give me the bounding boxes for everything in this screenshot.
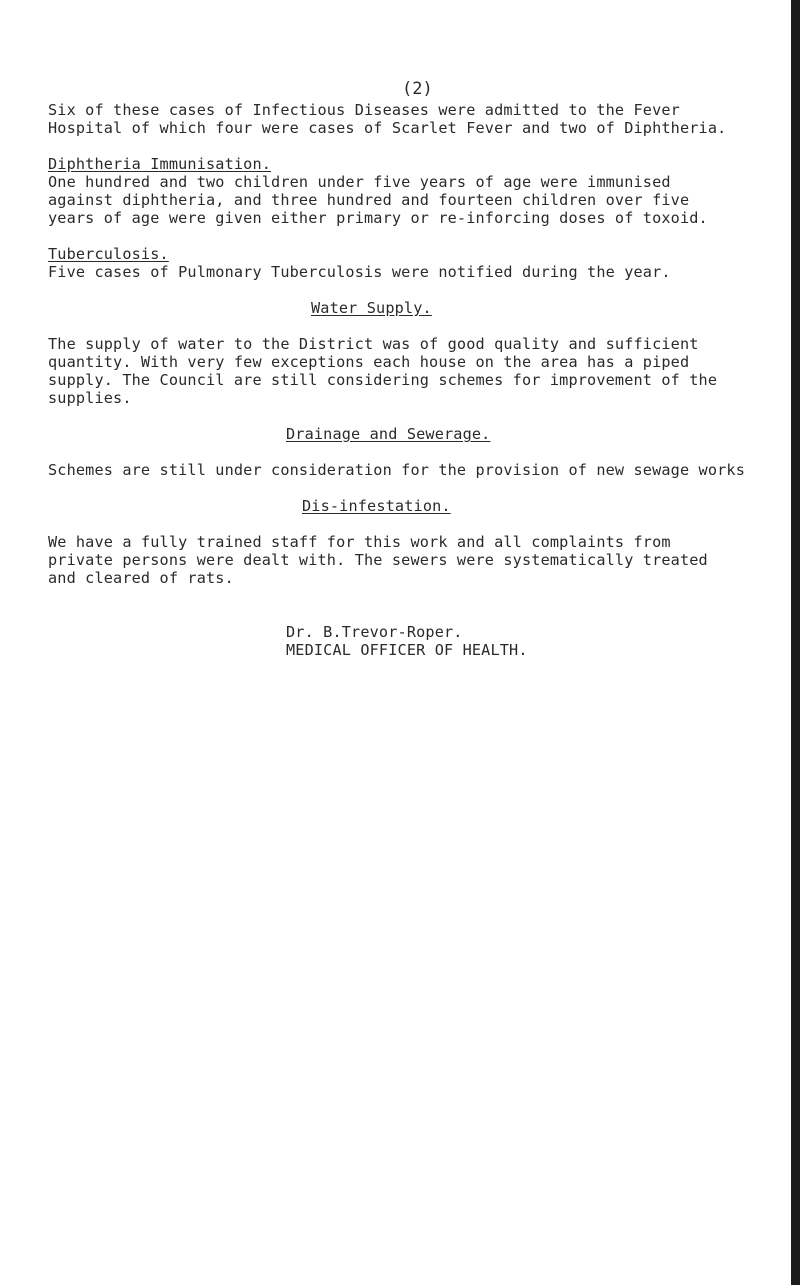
- signature-name: Dr. B.Trevor-Roper.: [286, 623, 463, 641]
- diphtheria-line-2: against diphtheria, and three hundred and fourteen children over five: [48, 191, 690, 209]
- water-line-2: quantity. With very few exceptions each house on the area has a piped: [48, 353, 690, 371]
- water-heading: Water Supply.: [311, 299, 432, 317]
- diphtheria-line-3: years of age were given either primary or re-inforcing doses of toxoid.: [48, 209, 708, 227]
- disinfestation-heading: Dis-infestation.: [302, 497, 451, 515]
- disinfestation-line-3: and cleared of rats.: [48, 569, 234, 587]
- disinfestation-line-1: We have a fully trained staff for this work and all complaints from: [48, 533, 671, 551]
- tuberculosis-line-1: Five cases of Pulmonary Tuberculosis were notified during the year.: [48, 263, 671, 281]
- intro-line-2: Hospital of which four were cases of Scarlet Fever and two of Diphtheria.: [48, 119, 727, 137]
- tuberculosis-heading: Tuberculosis.: [48, 245, 169, 263]
- intro-line-1: Six of these cases of Infectious Diseases were admitted to the Fever: [48, 101, 680, 119]
- water-line-1: The supply of water to the District was of good quality and sufficient: [48, 335, 699, 353]
- drainage-heading: Drainage and Sewerage.: [286, 425, 491, 443]
- page-number: (2): [402, 79, 433, 99]
- scan-edge-bar: [791, 0, 800, 1285]
- drainage-line-1: Schemes are still under consideration for the provision of new sewage works: [48, 461, 746, 479]
- water-line-4: supplies.: [48, 389, 132, 407]
- disinfestation-line-2: private persons were dealt with. The sewers were systematically treated: [48, 551, 708, 569]
- diphtheria-line-1: One hundred and two children under five years of age were immunised: [48, 173, 671, 191]
- signature-title: MEDICAL OFFICER OF HEALTH.: [286, 641, 528, 659]
- diphtheria-heading: Diphtheria Immunisation.: [48, 155, 272, 173]
- water-line-3: supply. The Council are still considering schemes for improvement of the: [48, 371, 718, 389]
